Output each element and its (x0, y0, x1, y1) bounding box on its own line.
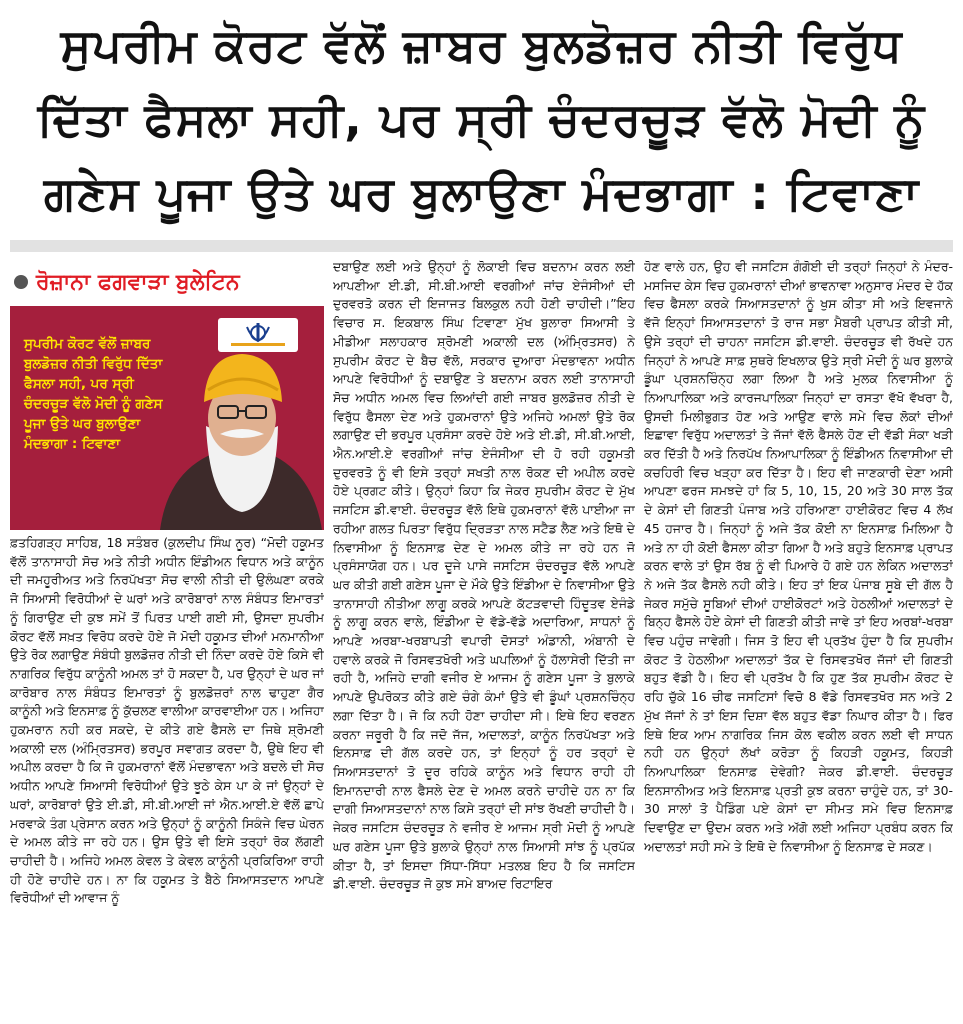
photo-caption: ਸੁਪਰੀਮ ਕੋਰਟ ਵੱਲੋਂ ਜ਼ਾਬਰ ਬੁਲਡੋਜ਼ਰ ਨੀਤੀ ਵਿਰੁੱਧ ਦਿੱਤਾ ਫੈਸਲਾ ਸਹੀ, ਪਰ ਸ੍ਰੀ ਚੰਦਰਚੂੜ ਵੱਲੋ ਮੋਦੀ ਨੂੰ ਗਣੇਸ ਪੂਜਾ ਉਤੇ ਘਰ ਬੁਲਾਉਣਾ ਮੰਦਭਾਗਾ : ਟਿਵਾਣਾ (24, 336, 163, 452)
portrait-illustration (10, 306, 324, 530)
bulletin-banner (14, 262, 324, 302)
article-paragraph: ਫ਼ਤਹਿਗੜ੍ਹ ਸਾਹਿਬ, 18 ਸਤੰਬਰ (ਕੁਲਦੀਪ ਸਿੰਘ ਨੂਰ) “ਮੋਦੀ ਹਕੂਮਤ ਵੱਲੋਂ ਤਾਨਾਸਾਹੀ ਸੋਚ ਅਤੇ ਨੀਤੀ ਅਧੀਨ ਇੰਡੀਅਨ ਵਿਧਾਨ ਅਤੇ ਕਾਨੂੰਨ ਦੀ ਜਮਹੂਰੀਅਤ ਅਤੇ ਨਿਰਪੱਖਤਾ ਸੋਚ ਵਾਲੀ ਨੀਤੀ ਦੀ ਉਲੰਘਣਾ ਕਰਕੇ ਜੋ ਸਿਆਸੀ ਵਿਰੋਧੀਆਂ ਦੇ ਘਰਾਂ ਅਤੇ ਕਾਰੋਬਾਰਾਂ ਨਾਲ ਸੰਬੰਧਤ ਇਮਾਰਤਾਂ ਨੂੰ ਗਿਰਾਉਣ ਦੀ ਕੁਝ ਸਮੇਂ ਤੋਂ ਪਿਰਤ ਪਾਈ ਗਈ ਸੀ, ਉਸਦਾ ਸੁਪਰੀਮ ਕੋਰਟ ਵੱਲੋਂ ਸਖ਼ਤ ਵਿਰੋਧ ਕਰਦੇ ਹੋਏ ਜੋ ਮੋਦੀ ਹਕੂਮਤ ਦੀਆਂ ਮਨਮਾਨੀਆ ਉਤੇ ਰੋਕ ਲਗਾਉਣ ਸੰਬੰਧੀ ਬੁਲਡੋਜ਼ਰ ਨੀਤੀ ਦੀ ਨਿੰਦਾ ਕਰਦੇ ਹੋਏ ਕਿਸੇ ਵੀ ਨਾਗਰਿਕ ਵਿਰੁੱਧ ਕਾਨੂੰਨੀ ਅਮਲ ਤਾਂ ਹੋ ਸਕਦਾ ਹੈ, ਪਰ ਉਨ੍ਹਾਂ ਦੇ ਘਰ ਜਾਂ ਕਾਰੋਬਾਰ ਨਾਲ ਸੰਬੰਧਤ ਇਮਾਰਤਾਂ ਨੂੰ ਬੁਲਡੋਜ਼ਰਾਂ ਨਾਲ ਢਾਹੁਣਾ ਗੈਰ ਕਾਨੂੰਨੀ ਅਤੇ ਇਨਸਾਫ਼ ਨੂੰ ਕੁੱਚਲਣ ਵਾਲੀਆ ਕਾਰਵਾਈਆ ਹਨ। ਅਜਿਹਾ ਹੁਕਮਰਾਨ ਨਹੀ ਕਰ ਸਕਦੇ, ਦੇ ਕੀਤੇ ਗਏ ਫੈਸਲੇ ਦਾ ਜਿਥੇ ਸ਼੍ਰੋਮਣੀ ਅਕਾਲੀ ਦਲ (ਅੰਮ੍ਰਿਤਸਰ) ਭਰਪੂਰ ਸਵਾਗਤ ਕਰਦਾ ਹੈ, ਉਥੇ ਇਹ ਵੀ ਅਪੀਲ ਕਰਦਾ ਹੈ ਕਿ ਜੋ ਹੁਕਮਰਾਨਾਂ ਵੱਲੋਂ ਮੰਦਭਾਵਨਾ ਅਤੇ ਬਦਲੇ ਦੀ ਸੋਚ ਅਧੀਨ ਆਪਣੇ ਸਿਆਸੀ ਵਿਰੋਧੀਆਂ ਉਤੇ ਝੂਠੇ ਕੇਸ ਪਾ ਕੇ ਜਾਂ ਉਨ੍ਹਾਂ ਦੇ ਘਰਾਂ, ਕਾਰੋਬਾਰਾਂ ਉਤੇ ਈ.ਡੀ, ਸੀ.ਬੀ.ਆਈ ਜਾਂ ਐਨ.ਆਈ.ਏ ਵੱਲੋਂ ਛਾਪੇ ਮਰਵਾਕੇ ਤੰਗ ਪ੍ਰੇਸਾਨ ਕਰਨ ਅਤੇ ਉਨ੍ਹਾਂ ਨੂੰ ਕਾਨੂੰਨੀ ਸਿਕੰਜੇ ਵਿਚ ਘੇਰਨ ਦੇ ਅਮਲ ਕੀਤੇ ਜਾ ਰਹੇ ਹਨ। ਉਸ ਉਤੇ ਵੀ ਇਸੇ ਤਰ੍ਹਾਂ ਰੋਕ ਲੱਗਣੀ ਚਾਹੀਦੀ ਹੈ। ਅਜਿਹੇ ਅਮਲ ਕੇਵਲ ਤੇ ਕੇਵਲ ਕਾਨੂੰਨੀ ਪ੍ਰਕਿਰਿਆ ਰਾਹੀ ਹੀ ਹੋਣੇ ਚਾਹੀਦੇ ਹਨ। ਨਾ ਕਿ ਹਕੂਮਤ ਤੇ ਬੈਠੇ ਸਿਆਸਤਦਾਨ ਆਪਣੇ ਵਿਰੋਧੀਆਂ ਦੀ ਆਵਾਜ ਨੂੰ (10, 535, 324, 906)
article-paragraph: ਹੋਣ ਵਾਲੇ ਹਨ, ਉਹ ਵੀ ਜਸਟਿਸ ਗੰਗੋਈ ਦੀ ਤਰ੍ਹਾਂ ਜਿਨ੍ਹਾਂ ਨੇ ਮੰਦਰ-ਮਸਜਿਦ ਕੇਸ ਵਿਚ ਹੁਕਮਰਾਨਾਂ ਦੀਆਂ ਭਾਵਨਾਵਾ ਅਨੁਸਾਰ ਮੰਦਰ ਦੇ ਹੱਕ ਵਿਚ ਫੈਸਲਾ ਕਰਕੇ ਸਿਆਸਤਦਾਨਾਂ ਨੂੰ ਖੁਸ ਕੀਤਾ ਸੀ ਅਤੇ ਇਵਜਾਨੇ ਵੱਜੋ ਇਨ੍ਹਾਂ ਸਿਆਸਤਦਾਨਾਂ ਤੋ ਰਾਜ ਸਭਾ ਮੈਬਰੀ ਪ੍ਰਾਪਤ ਕੀਤੀ ਸੀ, ਉਸੇ ਤਰ੍ਹਾਂ ਦੀ ਚਾਹਨਾ ਜਸਟਿਸ ਡੀ.ਵਾਈ. ਚੰਦਰਚੂੜ ਵੀ ਰੱਖਦੇ ਹਨ ਜਿਨ੍ਹਾਂ ਨੇ ਆਪਣੇ ਸਾਫ਼ ਸੁਥਰੇ ਇਖਲਾਕ ਉਤੇ ਸ੍ਰੀ ਮੋਦੀ ਨੂੰ ਘਰ ਬੁਲਾਕੇ ਡੂੰਘਾ ਪ੍ਰਸ਼ਨਚਿੰਨ੍ਹ ਲਗਾ ਲਿਆ ਹੈ ਅਤੇ ਮੁਲਕ ਨਿਵਾਸੀਆ ਨੂੰ ਨਿਆਪਾਲਿਕਾ ਅਤੇ ਕਾਰਜਪਾਲਿਕਾ ਜਿਨ੍ਹਾਂ ਦਾ ਰਸਤਾ ਵੱਖੋ ਵੱਖਰਾ ਹੈ, ਉਸਦੀ ਮਿਲੀਭੁਗਤ ਹੋਣ ਅਤੇ ਆਉਣ ਵਾਲੇ ਸਮੇ ਵਿਚ ਲੋਕਾਂ ਦੀਆਂ ਇਛਾਵਾ ਵਿਰੁੱਧ ਅਦਾਲਤਾਂ ਤੇ ਜੱਜਾਂ ਵੱਲੋ ਫੈਸਲੇ ਹੋਣ ਦੀ ਵੱਡੀ ਸੰਕਾ ਖੜੀ ਕਰ ਦਿੱਤੀ ਹੈ ਅਤੇ ਨਿਰਪੱਖ ਨਿਆਪਾਲਿਕਾ ਨੂੰ ਇੰਡੀਅਨ ਨਿਵਾਸੀਆ ਦੀ ਕਚਹਿਰੀ ਵਿਚ ਖੜ੍ਹਾ ਕਰ ਦਿੱਤਾ ਹੈ। ਇਹ ਵੀ ਜਾਣਕਾਰੀ ਦੇਣਾ ਅਸੀ ਆਪਣਾ ਫਰਜ ਸਮਝਦੇ ਹਾਂ ਕਿ 5, 10, 15, 20 ਅਤੇ 30 ਸਾਲ ਤੱਕ ਦੇ ਕੇਸਾਂ ਦੀ ਗਿਣਤੀ ਪੰਜਾਬ ਅਤੇ ਹਰਿਆਣਾ ਹਾਈਕੋਰਟ ਵਿਚ 4 ਲੱਖ 45 ਹਜਾਰ ਹੈ। ਜਿਨ੍ਹਾਂ ਨੂੰ ਅਜੇ ਤੱਕ ਕੋਈ ਨਾ ਇਨਸਾਫ਼ ਮਿਲਿਆ ਹੈ ਅਤੇ ਨਾ ਹੀ ਕੋਈ ਫੈਸਲਾ ਕੀਤਾ ਗਿਆ ਹੈ ਅਤੇ ਬਹੁਤੇ ਇਨਸਾਫ਼ ਪ੍ਰਾਪਤ ਕਰਨ ਵਾਲੇ ਤਾਂ ਉਸ ਰੱਬ ਨੂੰ ਵੀ ਪਿਆਰੇ ਹੋ ਗਏ ਹਨ ਲੇਕਿਨ ਅਦਾਲਤਾਂ ਨੇ ਅਜੇ ਤੱਕ ਫੈਸਲੇ ਨਹੀ ਕੀਤੇ। ਇਹ ਤਾਂ ਇਕ ਪੰਜਾਬ ਸੂਬੇ ਦੀ ਗੱਲ ਹੈ ਜੇਕਰ ਸਮੁੱਚੇ ਸੂਬਿਆਂ ਦੀਆਂ ਹਾਈਕੋਰਟਾਂ ਅਤੇ ਹੇਠਲੀਆਂ ਅਦਾਲਤਾਂ ਦੇ ਬਿਨ੍ਹ ਫੈਸਲੇ ਹੋਏ ਕੇਸਾਂ ਦੀ ਗਿਣਤੀ ਕੀਤੀ ਜਾਵੇ ਤਾਂ ਇਹ ਅਰਬਾਂ-ਖਰਬਾ ਵਿਚ ਪਹੁੰਚ ਜਾਵੇਗੀ। ਜਿਸ ਤੋ ਇਹ ਵੀ ਪ੍ਰਤੱਖ ਹੁੰਦਾ ਹੈ ਕਿ ਸੁਪਰੀਮ ਕੋਰਟ ਤੋ ਹੇਠਲੀਆ ਅਦਾਲਤਾਂ ਤੱਕ ਦੇ ਰਿਸਵਤਖੋਰ ਜੱਜਾਂ ਦੀ ਗਿਣਤੀ ਬਹੁਤ ਵੱਡੀ ਹੈ। ਇਹ ਵੀ ਪ੍ਰਤੱਖ ਹੈ ਕਿ ਹੁਣ ਤੱਕ ਸੁਪਰੀਮ ਕੋਰਟ ਦੇ ਰਹਿ ਚੁੱਕੇ 16 ਚੀਫ ਜਸਟਿਸਾਂ ਵਿਚੋ 8 ਵੱਡੇ ਰਿਸਵਤਖੋਰ ਸਨ ਅਤੇ 2 ਮੁੱਖ ਜੱਜਾਂ ਨੇ ਤਾਂ ਇਸ ਦਿਸ਼ਾ ਵੱਲ ਬਹੁਤ ਵੱਡਾ ਨਿਘਾਰ ਕੀਤਾ ਹੈ। ਫਿਰ ਇਥੇ ਇਕ ਆਮ ਨਾਗਰਿਕ ਜਿਸ ਕੋਲ ਵਕੀਲ ਕਰਨ ਲਈ ਵੀ ਸਾਧਨ ਨਹੀ ਹਨ ਉਨ੍ਹਾਂ ਲੱਖਾਂ ਕਰੋੜਾ ਨੂੰ ਕਿਹੜੀ ਹਕੂਮਤ, ਕਿਹੜੀ ਨਿਆਪਾਲਿਕਾ ਇਨਸਾਫ਼ ਦੇਵੇਗੀ? ਜੇਕਰ ਡੀ.ਵਾਈ. ਚੰਦਰਚੂੜ ਇਨਸਾਨੀਅਤ ਅਤੇ ਇਨਸਾਫ਼ ਪ੍ਰਤੀ ਕੁਝ ਕਰਨਾ ਚਾਹੁੰਦੇ ਹਨ, ਤਾਂ 30-30 ਸਾਲਾਂ ਤੋ ਪੈਡਿੰਗ ਪਏ ਕੇਸਾਂ ਦਾ ਸੀਮਤ ਸਮੇ ਵਿਚ ਇਨਸਾਫ਼ ਦਿਵਾਉਣ ਦਾ ਉਦਮ ਕਰਨ ਅਤੇ ਅੱਗੋ ਲਈ ਅਜਿਹਾ ਪ੍ਰਬੰਧ ਕਰਨ ਕਿ ਅਦਾਲਤਾਂ ਸਹੀ ਸਮੇ ਤੇ ਇਥੋ ਦੇ ਨਿਵਾਸੀਆ ਨੂੰ ਇਨਸਾਫ਼ ਦੇ ਸਕਣ। (644, 259, 953, 854)
article-column-2 (333, 258, 635, 1022)
headline-line-1: ਸੁਪਰੀਮ ਕੋਰਟ ਵੱਲੋਂ ਜ਼ਾਬਰ ਬੁਲਡੋਜ਼ਰ ਨੀਤੀ ਵਿਰੁੱਧ (60, 18, 903, 72)
article-photo (10, 306, 324, 530)
bullet-dot-icon (14, 275, 28, 289)
article-column-3 (644, 258, 953, 1022)
section-divider (10, 240, 953, 252)
headline-line-3: ਗਣੇਸ ਪੂਜਾ ਉਤੇ ਘਰ ਬੁਲਾਉਣਾ ਮੰਦਭਾਗਾ : ਟਿਵਾਣਾ (43, 166, 920, 220)
headline-line-2: ਦਿੱਤਾ ਫੈਸਲਾ ਸਹੀ, ਪਰ ਸ੍ਰੀ ਚੰਦਰਚੂੜ ਵੱਲੋ ਮੋਦੀ ਨੂੰ (37, 92, 926, 146)
article-column-1 (10, 534, 324, 1022)
bulletin-label: ਰੋਜ਼ਾਨਾ ਫਗਵਾੜਾ ਬੁਲੇਟਿਨ (36, 269, 240, 295)
article-paragraph: ਦਬਾਉਣ ਲਈ ਅਤੇ ਉਨ੍ਹਾਂ ਨੂੰ ਲੋਕਾਈ ਵਿਚ ਬਦਨਾਮ ਕਰਨ ਲਈ ਆਪਣੀਆ ਈ.ਡੀ, ਸੀ.ਬੀ.ਆਈ ਵਰਗੀਆਂ ਜਾਂਚ ਏਜੰਸੀਆਂ ਦੀ ਦੁਰਵਰਤੋ ਕਰਨ ਦੀ ਇਜਾਜਤ ਬਿਲਕੁਲ ਨਹੀ ਹੋਣੀ ਚਾਹੀਦੀ।”ਇਹ ਵਿਚਾਰ ਸ. ਇਕਬਾਲ ਸਿੰਘ ਟਿਵਾਣਾ ਮੁੱਖ ਬੁਲਾਰਾ ਸਿਆਸੀ ਤੇ ਮੀਡੀਆ ਸਲਾਹਕਾਰ ਸ਼੍ਰੋਮਣੀ ਅਕਾਲੀ ਦਲ (ਅੰਮ੍ਰਿਤਸਰ) ਨੇ ਸੁਪਰੀਮ ਕੋਰਟ ਦੇ ਬੈਚ ਵੱਲੋ, ਸਰਕਾਰ ਦੁਆਰਾ ਮੰਦਭਾਵਨਾ ਅਧੀਨ ਆਪਣੇ ਵਿਰੋਧੀਆਂ ਨੂੰ ਦਬਾਉਣ ਤੇ ਬਦਨਾਮ ਕਰਨ ਲਈ ਤਾਨਾਸਾਹੀ ਸੋਚ ਅਧੀਨ ਅਮਲ ਵਿਚ ਲਿਆਂਦੀ ਗਈ ਜਾਬਰ ਬੁਲਡੋਜ਼ਰ ਨੀਤੀ ਦੇ ਵਿਰੁੱਧ ਫੈਸਲਾ ਦੇਣ ਅਤੇ ਹੁਕਮਰਾਨਾਂ ਉਤੇ ਅਜਿਹੇ ਅਮਲਾਂ ਉਤੇ ਰੋਕ ਲਗਾਉਣ ਦੀ ਭਰਪੂਰ ਪ੍ਰਸੰਸਾ ਕਰਦੇ ਹੋਏ ਅਤੇ ਈ.ਡੀ, ਸੀ.ਬੀ.ਆਈ, ਐਨ.ਆਈ.ਏ ਵਰਗੀਆਂ ਜਾਂਚ ਏਜੰਸੀਆ ਦੀ ਹੋ ਰਹੀ ਹਕੂਮਤੀ ਦੁਰਵਰਤੋ ਨੂੰ ਵੀ ਇਸੇ ਤਰ੍ਹਾਂ ਸਖਤੀ ਨਾਲ ਰੋਕਣ ਦੀ ਅਪੀਲ ਕਰਦੇ ਹੋਏ ਪ੍ਰਗਟ ਕੀਤੇ। ਉਨ੍ਹਾਂ ਕਿਹਾ ਕਿ ਜੇਕਰ ਸੁਪਰੀਮ ਕੋਰਟ ਦੇ ਮੁੱਖ ਜਸਟਿਸ ਡੀ.ਵਾਈ. ਚੰਦਰਚੂੜ ਵੱਲੋ ਇਥੇ ਹੁਕਮਰਾਨਾਂ ਵੱਲੋ ਪਾਈਆ ਜਾ ਰਹੀਆ ਗਲਤ ਪਿਰਤਾ ਵਿਰੁੱਧ ਦ੍ਰਿੜਤਾ ਨਾਲ ਸਟੈਡ ਲੈਣ ਅਤੇ ਇਥੋ ਦੇ ਨਿਵਾਸੀਆ ਨੂੰ ਇਨਸਾਫ਼ ਦੇਣ ਦੇ ਅਮਲ ਕੀਤੇ ਜਾ ਰਹੇ ਹਨ ਜੋ ਪ੍ਰਸੰਸਾਯੋਗ ਹਨ। ਪਰ ਦੂਜੇ ਪਾਸੇ ਜਸਟਿਸ ਚੰਦਰਚੂੜ ਵੱਲੋ ਆਪਣੇ ਘਰ ਕੀਤੀ ਗਈ ਗਣੇਸ ਪੂਜਾ ਦੇ ਮੌਕੇ ਉਤੇ ਇੰਡੀਆ ਦੇ ਨਿਵਾਸੀਆ ਉਤੇ ਤਾਨਾਸਾਹੀ ਨੀਤੀਆ ਲਾਗੂ ਕਰਕੇ ਆਪਣੇ ਕੱਟੜਵਾਦੀ ਹਿੰਦੂਤਵ ਏਜੰਡੇ ਨੂੰ ਲਾਗੂ ਕਰਨ ਵਾਲੇ, ਇੰਡੀਆ ਦੇ ਵੱਡੇ-ਵੱਡੇ ਅਦਾਰਿਆ, ਸਾਧਨਾਂ ਨੂੰ ਆਪਣੇ ਅਰਬਾ-ਖਰਬਾਪਤੀ ਵਪਾਰੀ ਦੋਸਤਾਂ ਅੰਡਾਨੀ, ਅੰਬਾਨੀ ਦੇ ਹਵਾਲੇ ਕਰਕੇ ਜੋ ਰਿਸਵਤਖੋਰੀ ਅਤੇ ਘਪਲਿਆਂ ਨੂੰ ਹੱਲਾਸੇਰੀ ਦਿੱਤੀ ਜਾ ਰਹੀ ਹੈ, ਅਜਿਹੇ ਦਾਗੀ ਵਜੀਰ ਏ ਆਜਮ ਨੂੰ ਗਣੇਸ ਪੂਜਾ ਤੇ ਬੁਲਾਕੇ ਆਪਣੇ ਉਪਰੋਕਤ ਕੀਤੇ ਗਏ ਚੰਗੇ ਕੰਮਾਂ ਉਤੇ ਵੀ ਡੂੰਘਾਂ ਪ੍ਰਸ਼ਨਚਿੰਨ੍ਹ ਲਗਾ ਦਿੱਤਾ ਹੈ। ਜੋ ਕਿ ਨਹੀ ਹੋਣਾ ਚਾਹੀਦਾ ਸੀ। ਇਥੇ ਇਹ ਵਰਣਨ ਕਰਨਾ ਜਰੂਰੀ ਹੈ ਕਿ ਜਦੋ ਜੱਜ, ਅਦਾਲਤਾਂ, ਕਾਨੂੰਨ ਨਿਰਪੱਖਤਾ ਅਤੇ ਇਨਸਾਫ਼ ਦੀ ਗੱਲ ਕਰਦੇ ਹਨ, ਤਾਂ ਇਨ੍ਹਾਂ ਨੂੰ ਹਰ ਤਰ੍ਹਾਂ ਦੇ ਸਿਆਸਤਦਾਨਾਂ ਤੋ ਦੂਰ ਰਹਿਕੇ ਕਾਨੂੰਨ ਅਤੇ ਵਿਧਾਨ ਰਾਹੀ ਹੀ ਇਮਾਨਦਾਰੀ ਨਾਲ ਫੈਸਲੇ ਦੇਣ ਦੇ ਅਮਲ ਕਰਨੇ ਚਾਹੀਦੇ ਹਨ ਨਾ ਕਿ ਦਾਗੀ ਸਿਆਸਤਦਾਨਾਂ ਨਾਲ ਕਿਸੇ ਤਰ੍ਹਾਂ ਦੀ ਸਾਂਝ ਰੱਖਣੀ ਚਾਹੀਦੀ ਹੈ। ਜੇਕਰ ਜਸਟਿਸ ਚੰਦਰਚੂੜ ਨੇ ਵਜੀਰ ਏ ਆਜਮ ਸ੍ਰੀ ਮੋਦੀ ਨੂੰ ਆਪਣੇ ਘਰ ਗਣੇਸ ਪੂਜਾ ਉਤੇ ਬੁਲਾਕੇ ਉਨ੍ਹਾਂ ਨਾਲ ਸਿਆਸੀ ਸਾਂਝ ਨੂੰ ਪ੍ਰਪੱਕ ਕੀਤਾ ਹੈ, ਤਾਂ ਇਸਦਾ ਸਿੱਧਾ-ਸਿੱਧਾ ਮਤਲਬ ਇਹ ਹੈ ਕਿ ਜਸਟਿਸ ਡੀ.ਵਾਈ. ਚੰਦਰਚੂੜ ਜੋ ਕੁਝ ਸਮੇ ਬਾਅਦ ਰਿਟਾਇਰ (333, 259, 635, 892)
headline (10, 8, 953, 230)
